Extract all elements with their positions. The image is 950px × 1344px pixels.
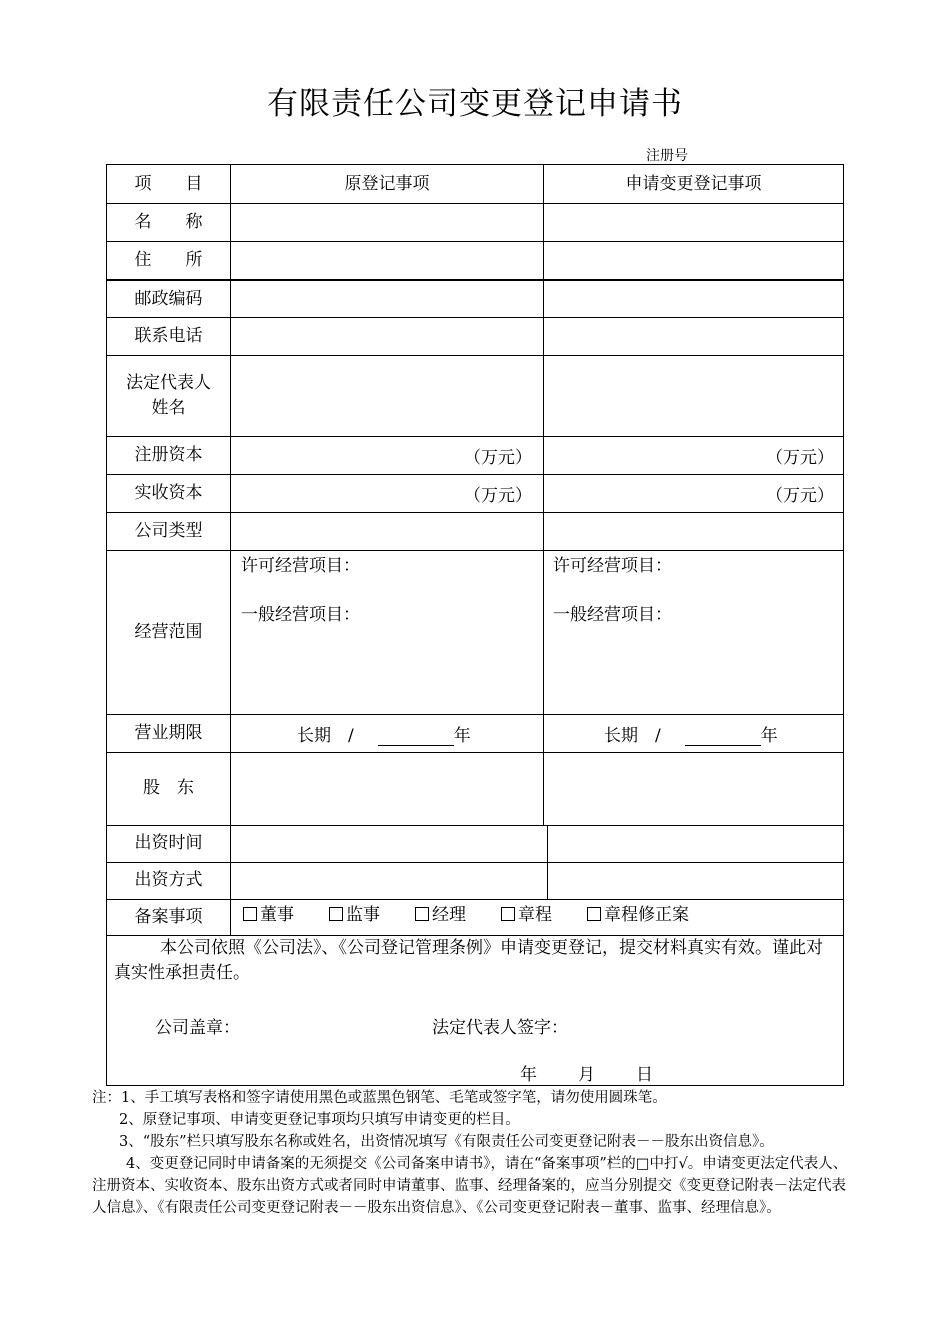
term-year-unit-changed: 年 (760, 726, 778, 746)
checkbox-icon[interactable] (329, 907, 343, 921)
row-label-filing-items: 备案事项 (134, 906, 203, 927)
unit-paid-capital-changed: （万元） (766, 486, 834, 506)
row-label-paid-capital: 实收资本 (134, 482, 203, 503)
note-2: 2、原登记事项、申请变更登记事项均只填写申请变更的栏目。 (119, 1112, 520, 1128)
note-1: 注：1、手工填写表格和签字请使用黑色或蓝黑色钢笔、毛笔或签字笔，请勿使用圆珠笔。 (92, 1090, 667, 1106)
filing-option-supervisors[interactable]: 监事 (329, 900, 380, 925)
unit-reg-capital-original: （万元） (464, 448, 532, 468)
filing-option-manager[interactable]: 经理 (415, 900, 466, 925)
note-4: 4、变更登记同时申请备案的无须提交《公司备案申请书》，请在“备案事项”栏的□中打√。申请变更法定代表人、注册资本、实收资本、股东出资方式或者同时申请董事、监事、经理备案的，应当分别提交《变更登记附表－法定代表人信息》、《有限责任公司变更登记附表－－股东出资信息》、《公司变更登记附表－董事、监事、经理信息》。 (92, 1156, 848, 1216)
filing-option-articles-amendment[interactable]: 章程修正案 (587, 900, 689, 925)
note-3: 3、“股东”栏只填写股东名称或姓名，出资情况填写《有限责任公司变更登记附表－－股东出资信息》。 (119, 1134, 774, 1150)
term-years-blank-original[interactable] (378, 727, 454, 746)
declaration-text: 本公司依照《公司法》、《公司登记管理条例》申请变更登记，提交材料真实有效。谨此对真实性承担责任。 (114, 938, 823, 983)
row-label-name: 名 称 (134, 211, 203, 232)
term-longterm-original: 长期 / (297, 726, 354, 746)
row-label-business-scope: 经营范围 (134, 621, 203, 642)
scope-general-original: 一般经营项目： (241, 605, 360, 625)
term-changed (604, 721, 778, 746)
row-label-contribution-method: 出资方式 (134, 870, 203, 890)
filing-option-articles[interactable]: 章程 (501, 900, 552, 925)
unit-paid-capital-original: （万元） (464, 486, 532, 506)
scope-licensed-original: 许可经营项目： (241, 556, 360, 576)
date-month-label: 月 (578, 1065, 595, 1085)
legal-rep-signature-label: 法定代表人签字： (432, 1018, 568, 1038)
row-label-contribution-time: 出资时间 (134, 833, 203, 853)
unit-reg-capital-changed: （万元） (766, 448, 834, 468)
row-label-address: 住 所 (134, 249, 203, 270)
checkbox-icon[interactable] (415, 907, 429, 921)
row-label-postcode: 邮政编码 (134, 288, 203, 309)
date-year-label: 年 (520, 1065, 537, 1085)
scope-general-changed: 一般经营项目： (553, 605, 672, 625)
term-years-blank-changed[interactable] (685, 727, 761, 746)
checkbox-icon[interactable] (587, 907, 601, 921)
checkbox-icon[interactable] (501, 907, 515, 921)
checkbox-icon[interactable] (243, 907, 257, 921)
term-year-unit-original: 年 (453, 726, 471, 746)
registration-number-label: 注册号 (646, 148, 688, 164)
date-day-label: 日 (636, 1065, 653, 1085)
header-item: 项 目 (134, 173, 203, 194)
term-original (297, 721, 471, 746)
scope-licensed-changed: 许可经营项目： (553, 556, 672, 576)
row-label-term: 营业期限 (134, 722, 203, 743)
row-label-shareholders: 股 东 (143, 778, 194, 798)
row-label-reg-capital: 注册资本 (134, 444, 203, 465)
row-label-legal-rep: 法定代表人 姓名 (126, 372, 211, 418)
header-original: 原登记事项 (344, 173, 430, 194)
row-label-phone: 联系电话 (134, 325, 203, 346)
application-form-table (106, 164, 844, 1086)
form-title: 有限责任公司变更登记申请书 (267, 86, 683, 122)
row-label-company-type: 公司类型 (134, 520, 203, 541)
filing-option-directors[interactable]: 董事 (243, 900, 294, 925)
term-longterm-changed: 长期 / (604, 726, 661, 746)
header-changed: 申请变更登记事项 (625, 173, 762, 194)
company-seal-label: 公司盖章： (155, 1018, 240, 1038)
